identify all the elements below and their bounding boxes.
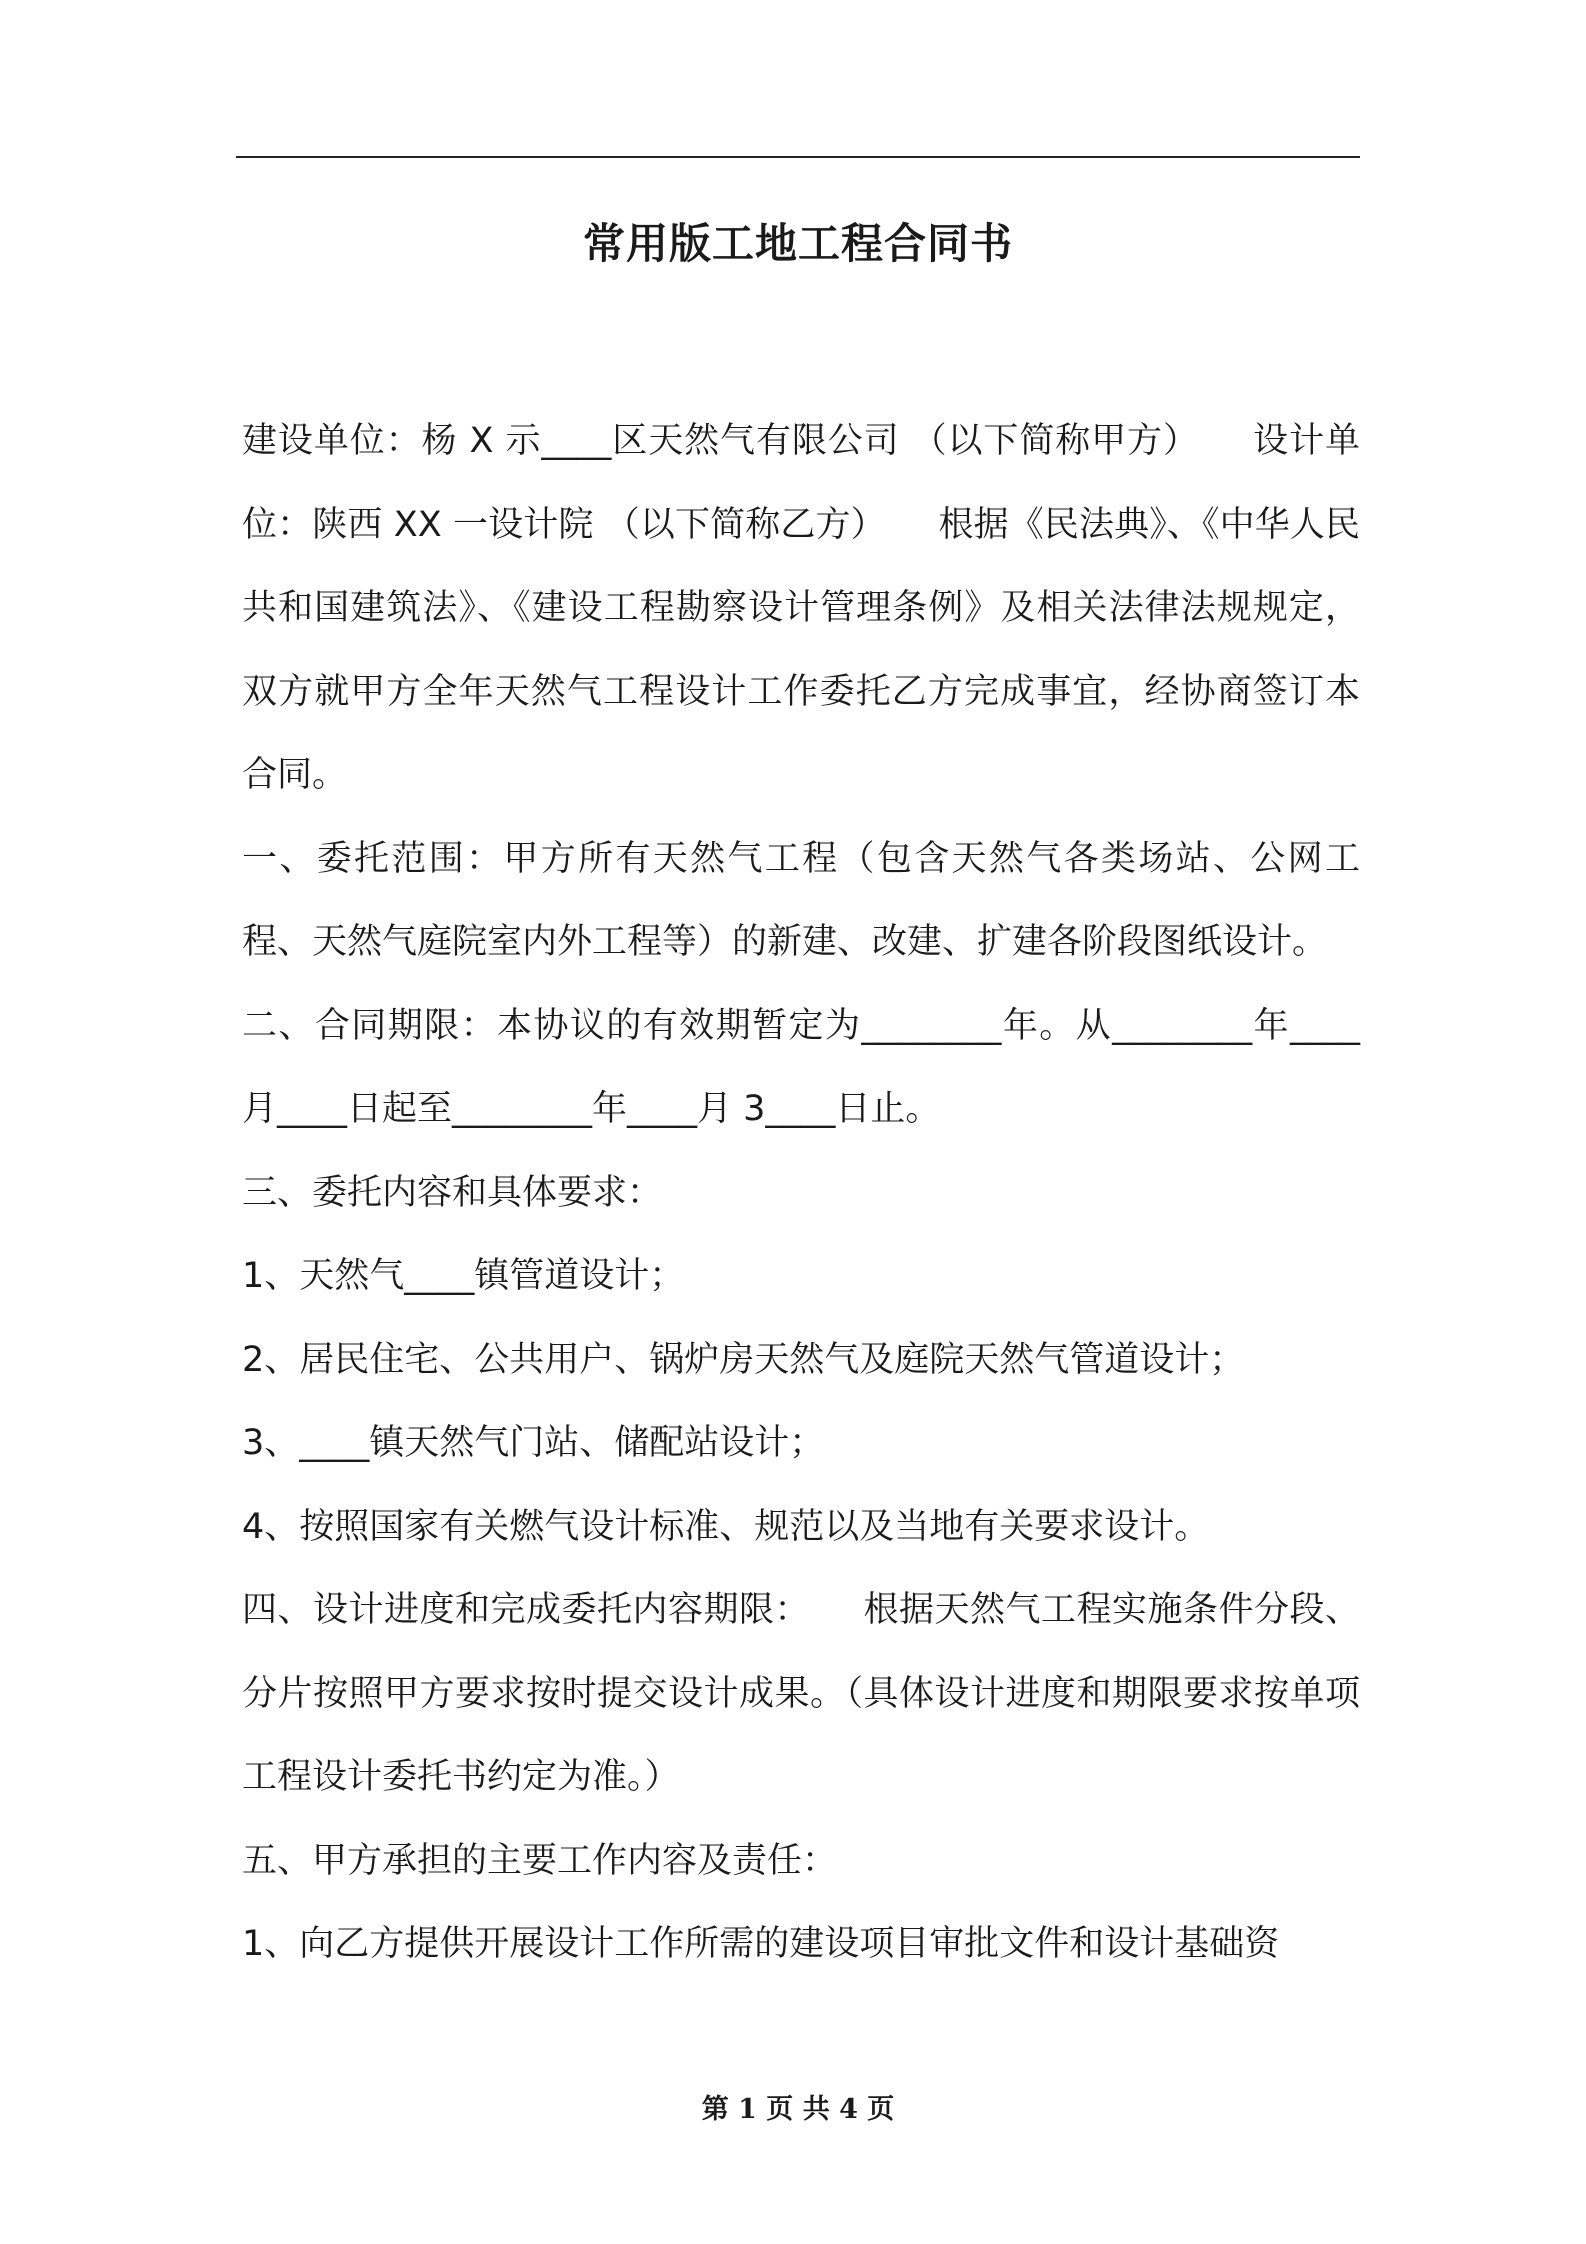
paragraph-section-4: 四、设计进度和完成委托内容期限： 根据天然气工程实施条件分段、分片按照甲方要求按时提交设计成果。（具体设计进度和期限要求按单项工程设计委托书约定为准。）	[242, 1590, 1360, 1797]
list-item-3-2: 2、居民住宅、公共用户、锅炉房天然气及庭院天然气管道设计；	[242, 1339, 1245, 1380]
paragraph-section-2: 二、合同期限：本协议的有效期暂定为________年。从________年____月____日起至________年____月 3____日止。	[242, 1005, 1360, 1129]
paragraph-preamble: 建设单位：杨 X 示____区天然气有限公司 （以下简称甲方） 设计单位：陕西 XX 一设计院 （以下简称乙方） 根据《民法典》、《中华人民共和国建筑法》、《建设工程勘察设计管理条例》及相关法律法规规定，双方就甲方全年天然气工程设计工作委托乙方完成事宜，经协商签订本合同。	[242, 421, 1360, 795]
document-title: 常用版工地工程合同书	[582, 219, 1013, 268]
paragraph-section-5: 五、甲方承担的主要工作内容及责任：	[242, 1840, 838, 1881]
header-rule	[236, 156, 1360, 158]
page-number: 第 1 页 共 4 页	[701, 2094, 895, 2125]
paragraph-section-1: 一、委托范围：甲方所有天然气工程（包含天然气各类场站、公网工程、天然气庭院室内外工程等）的新建、改建、扩建各阶段图纸设计。	[242, 838, 1360, 962]
paragraph-section-3: 三、委托内容和具体要求：	[242, 1172, 663, 1213]
list-item-3-4: 4、按照国家有关燃气设计标准、规范以及当地有关要求设计。	[242, 1506, 1210, 1547]
document-body	[242, 400, 1360, 1987]
list-item-5-1: 1、向乙方提供开展设计工作所需的建设项目审批文件和设计基础资	[242, 1924, 1280, 1964]
list-item-3-1: 1、天然气____镇管道设计；	[242, 1256, 685, 1296]
list-item-3-3: 3、____镇天然气门站、储配站设计；	[242, 1423, 825, 1463]
